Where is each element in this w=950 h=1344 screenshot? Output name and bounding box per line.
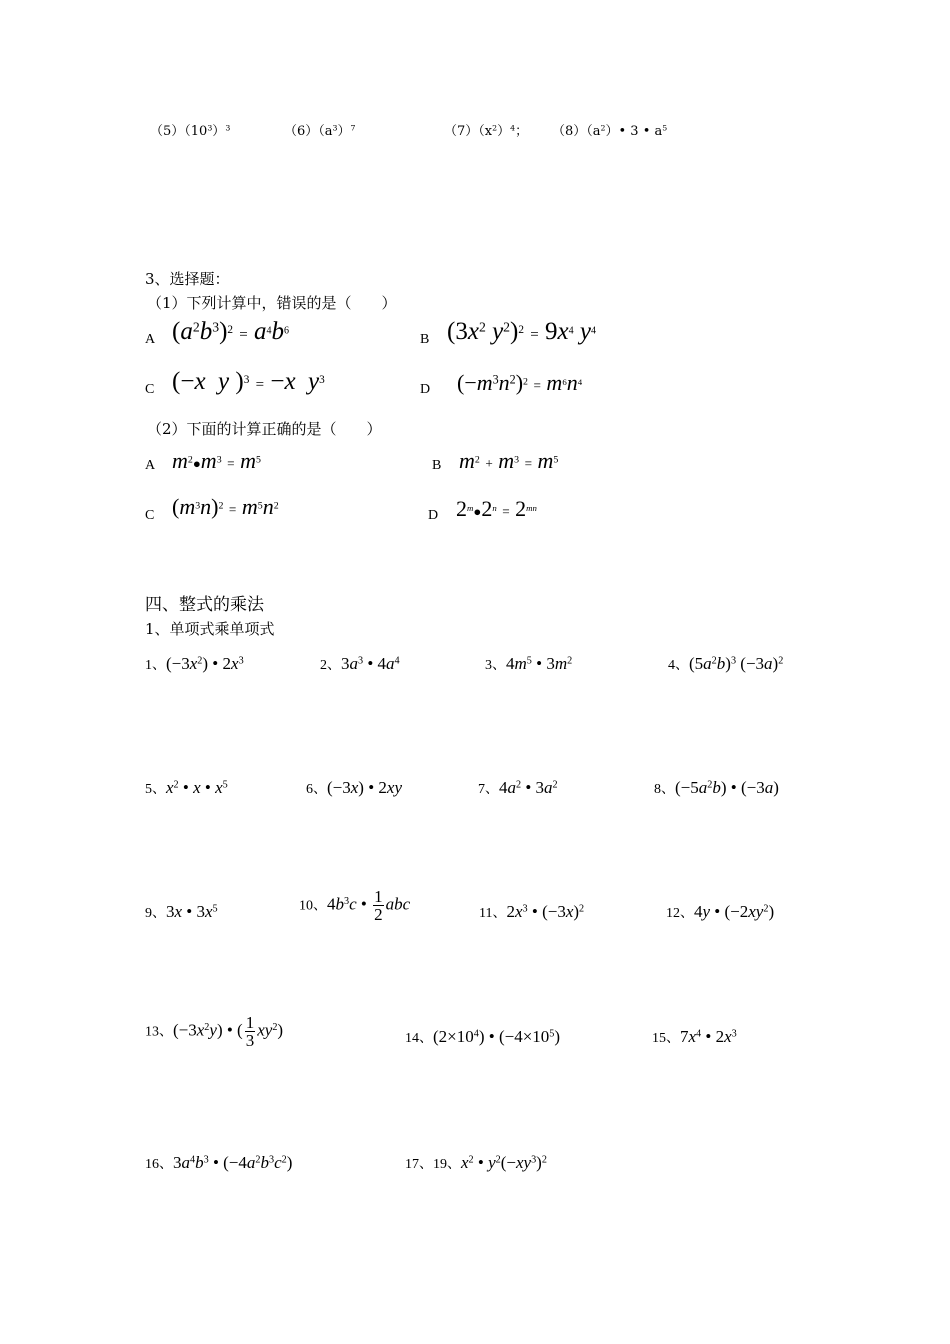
q1-option-a-label: A — [145, 332, 156, 347]
problem-3: 3、$4m^5$ • $3m^2$ — [485, 654, 573, 673]
q1-option-c-expr: (−x y )$^3$ = −x $y^3$ — [172, 368, 325, 395]
q2-option-c-expr: $(m^3n)^2 = m^5n^2$ — [172, 494, 279, 519]
problem-10: 10、$4b^3c$ • $\frac{1}{2}$ abc — [299, 887, 411, 924]
q1-option-b-expr: ($3x^2$ $y^2)^2 = 9x^4$ $y^4$ — [447, 318, 596, 345]
q2-option-c-label: C — [145, 508, 155, 523]
section-3-title: 3、选择题： — [145, 270, 230, 288]
problem-15: 15、$7x^4$ • $2x^3$ — [652, 1027, 737, 1046]
problem-6-power: $(6)(a^3)^7$ — [284, 123, 356, 139]
q2-option-a-label: A — [145, 458, 156, 473]
problem-5-power: $(5)(10^3)^3$ — [150, 123, 231, 139]
problem-9: 9、3x • $3x^5$ — [145, 902, 218, 921]
problem-8: 8、$(-5a^2b)$ • (−3a) — [654, 778, 779, 797]
problem-8-power: $(8)(a^2)•$ 3 • $a^5$ — [552, 123, 668, 139]
q1-option-b-label: B — [420, 332, 430, 347]
problem-14: 14、$(2\times 10^4)$ • $(-4\times 10^5)$ — [405, 1027, 561, 1046]
problem-5: 5、$x^2$ • x • $x^5$ — [145, 778, 228, 797]
problem-6: 6、(−3x) • 2xy — [306, 778, 403, 797]
problem-13: 13、$(-3x^2y)$ • ( $\frac{1}{3}$ $xy^2$) — [145, 1013, 284, 1050]
problem-2: 2、$3a^3$ • $4a^4$ — [320, 654, 400, 673]
problem-1: 1、$(-3x^2)$ • $2x^3$ — [145, 654, 244, 673]
q2-option-d-expr: 2$^m$●2$^n$ = $2^{mn}$ — [456, 496, 537, 521]
section-4-title: 四、整式的乘法 — [145, 595, 264, 615]
question-2-prompt: （2）下面的计算正确的是（ ） — [147, 420, 382, 438]
problem-7: 7、$4a^2$ • $3a^2$ — [478, 778, 558, 797]
q2-option-b-label: B — [432, 458, 442, 473]
question-1-prompt: （1）下列计算中，错误的是（ ） — [147, 294, 397, 312]
q1-option-c-label: C — [145, 382, 155, 397]
problem-4: 4、$(5a^2b)^3$ $(-3a)^2$ — [668, 654, 784, 673]
section-4-subtitle: 1、单项式乘单项式 — [145, 620, 275, 638]
q2-option-b-expr: $m^2 + m^3 = m^5$ — [459, 448, 559, 473]
problem-7-power: $(7)(x^2)^4$； — [444, 123, 529, 139]
problem-16: 16、$3a^4b^3$ • $(-4a^2b^3c^2)$ — [145, 1153, 293, 1172]
q2-option-a-expr: $m^2●m^3 = m^5$ — [172, 448, 261, 473]
q1-option-d-label: D — [420, 382, 431, 397]
problem-12: 12、4y • $(-2xy^2)$ — [666, 902, 775, 921]
q1-option-a-expr: $(a^2b^3)^2 = a^4b^6$ — [172, 318, 289, 345]
q1-option-d-expr: $(-m^3n^2)^2 = m^6n^4$ — [457, 370, 583, 395]
q2-option-d-label: D — [428, 508, 439, 523]
problem-17: 17、19、$x^2$ • $y^2(-xy^3)^2$ — [405, 1153, 547, 1172]
problem-11: 11、$2x^3$ • $(-3x)^2$ — [479, 902, 585, 921]
